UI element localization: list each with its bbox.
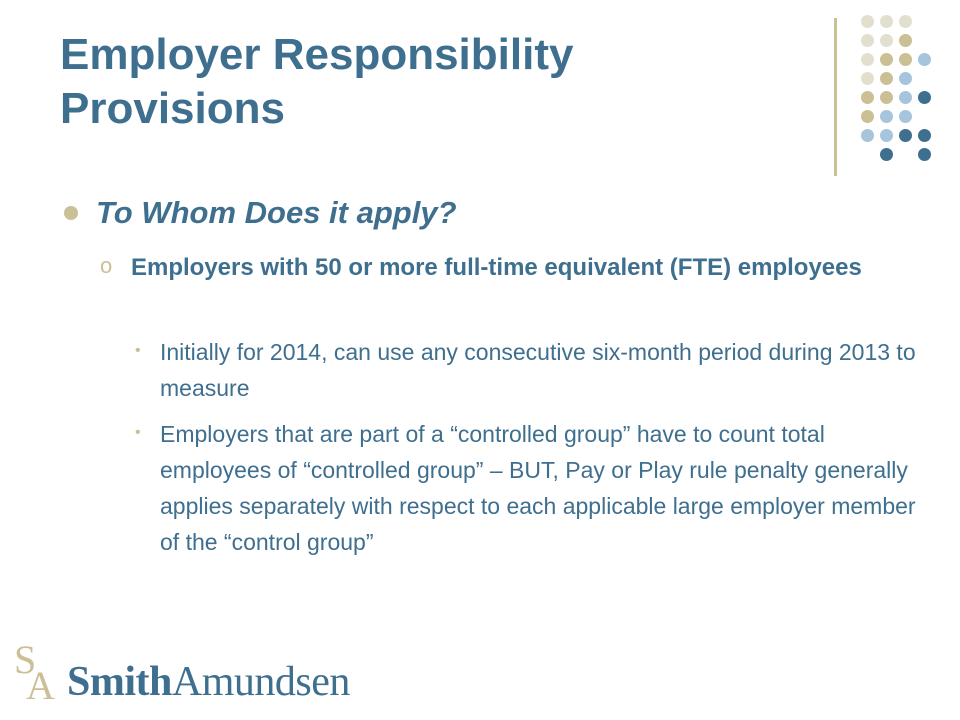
logo-name-smith: Smith	[67, 659, 172, 705]
level3-item-2: Employers that are part of a “controlled group” have to count total employees of “controlled group” – BUT, Pay or Play rule penalty generally applies separately with respect to each applicable large employer member of the “control group”	[160, 421, 916, 555]
decorative-dot	[899, 110, 912, 123]
decorative-dot	[899, 129, 912, 142]
decorative-divider	[834, 18, 837, 176]
level3-bullet-icon: •	[135, 424, 141, 441]
decorative-dot	[899, 53, 912, 66]
decorative-dot	[899, 72, 912, 85]
level3-item-1: Initially for 2014, can use any consecutive six-month period during 2013 to measure	[160, 339, 916, 401]
level1-heading: To Whom Does it apply?	[96, 195, 457, 230]
monogram-a: A	[26, 663, 55, 708]
decorative-dot	[899, 91, 912, 104]
decorative-dot	[918, 53, 931, 66]
decorative-dot	[880, 72, 893, 85]
level2-text: Employers with 50 or more full-time equivalent (FTE) employees	[131, 254, 862, 281]
decorative-dot	[880, 15, 893, 28]
decorative-dot	[861, 53, 874, 66]
logo-name-amundsen: Amundsen	[171, 659, 350, 705]
decorative-dot	[861, 129, 874, 142]
decorative-dot	[918, 91, 931, 104]
decorative-dot	[861, 91, 874, 104]
decorative-dot	[861, 15, 874, 28]
decorative-dot	[861, 110, 874, 123]
sa-monogram	[12, 637, 55, 708]
smithamundsen-logo	[12, 634, 392, 714]
decorative-dot	[880, 53, 893, 66]
decorative-dot	[880, 110, 893, 123]
decorative-dot	[899, 34, 912, 47]
decorative-dot	[861, 34, 874, 47]
decorative-dot	[880, 148, 893, 161]
logo-wordmark	[67, 658, 350, 706]
decorative-dot	[880, 129, 893, 142]
bullet-dot-icon	[64, 206, 78, 220]
decorative-dot	[899, 15, 912, 28]
level2-bullet-icon: o	[100, 253, 113, 278]
slide-title: Employer Responsibility Provisions	[60, 30, 574, 133]
level3-bullet-icon: •	[135, 342, 141, 359]
decorative-dot	[861, 72, 874, 85]
decorative-dot	[880, 34, 893, 47]
decorative-dot	[918, 129, 931, 142]
monogram-s: S	[14, 637, 37, 682]
decorative-dot	[918, 148, 931, 161]
decorative-dot	[880, 91, 893, 104]
